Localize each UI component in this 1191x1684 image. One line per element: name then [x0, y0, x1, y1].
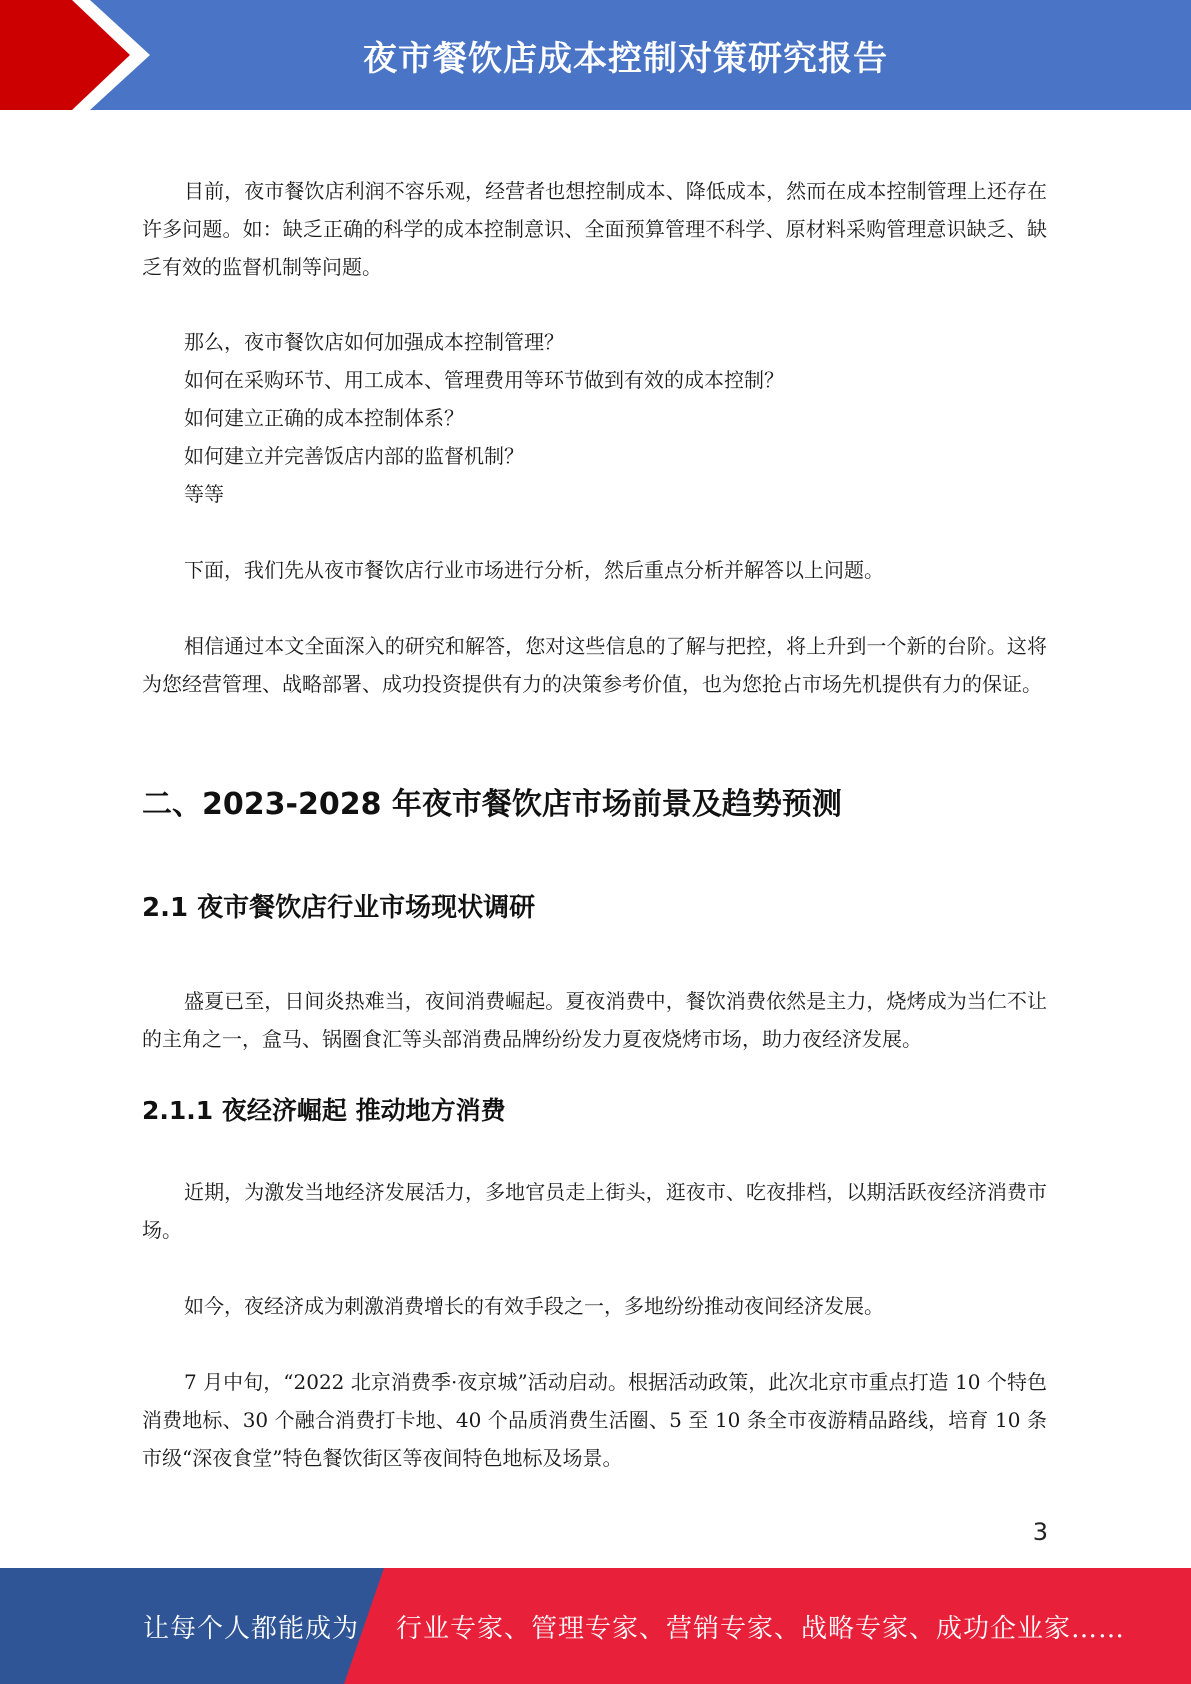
report-title: 夜市餐饮店成本控制对策研究报告	[363, 38, 888, 79]
question-4: 如何建立并完善饭店内部的监督机制？	[184, 444, 524, 468]
page-header	[0, 0, 1191, 110]
intro-paragraph-2: 下面，我们先从夜市餐饮店行业市场进行分析，然后重点分析并解答以上问题。	[184, 558, 884, 582]
page-footer	[0, 1568, 1191, 1684]
question-2: 如何在采购环节、用工成本、管理费用等环节做到有效的成本控制？	[184, 368, 784, 392]
footer-slogan-left: 让每个人都能成为	[143, 1613, 360, 1644]
section-2-heading: 二、2023-2028 年夜市餐饮店市场前景及趋势预测	[142, 787, 842, 822]
intro-paragraph-3: 相信通过本文全面深入的研究和解答，您对这些信息的了解与把控，将上升到一个新的台阶。这将为您经营管理、战略部署、成功投资提供有力的决策参考价值，也为您抢占市场先机提供有力的保证。	[142, 634, 1047, 696]
section-2-1-1-heading: 2.1.1 夜经济崛起 推动地方消费	[142, 1096, 506, 1125]
footer-slogan-right: 行业专家、管理专家、营销专家、战略专家、成功企业家……	[396, 1613, 1126, 1644]
section-2-1-1-paragraph-1: 近期，为激发当地经济发展活力，多地官员走上街头，逛夜市、吃夜排档，以期活跃夜经济消费市场。	[142, 1180, 1047, 1242]
question-3: 如何建立正确的成本控制体系？	[184, 406, 464, 430]
intro-paragraph-1: 目前，夜市餐饮店利润不容乐观，经营者也想控制成本、降低成本，然而在成本控制管理上还存在许多问题。如：缺乏正确的科学的成本控制意识、全面预算管理不科学、原材料采购管理意识缺乏、缺乏有效的监督机制等问题。	[142, 179, 1047, 279]
page-number: 3	[1032, 1518, 1048, 1546]
red-chevron-decoration	[0, 0, 150, 110]
question-1: 那么，夜市餐饮店如何加强成本控制管理？	[184, 330, 564, 354]
question-5: 等等	[184, 482, 224, 506]
section-2-1-1-paragraph-3: 7 月中旬，“2022 北京消费季·夜京城”活动启动。根据活动政策，此次北京市重点打造 10 个特色消费地标、30 个融合消费打卡地、40 个品质消费生活圈、5 至 10 条全市夜游精品路线，培育 10 条市级“深夜食堂”特色餐饮街区等夜间特色地标及场景。	[142, 1370, 1047, 1470]
section-2-1-paragraph: 盛夏已至，日间炎热难当，夜间消费崛起。夏夜消费中，餐饮消费依然是主力，烧烤成为当仁不让的主角之一，盒马、锅圈食汇等头部消费品牌纷纷发力夏夜烧烤市场，助力夜经济发展。	[142, 989, 1047, 1051]
section-2-1-1-paragraph-2: 如今，夜经济成为刺激消费增长的有效手段之一，多地纷纷推动夜间经济发展。	[184, 1294, 884, 1318]
section-2-1-heading: 2.1 夜市餐饮店行业市场现状调研	[142, 893, 536, 923]
